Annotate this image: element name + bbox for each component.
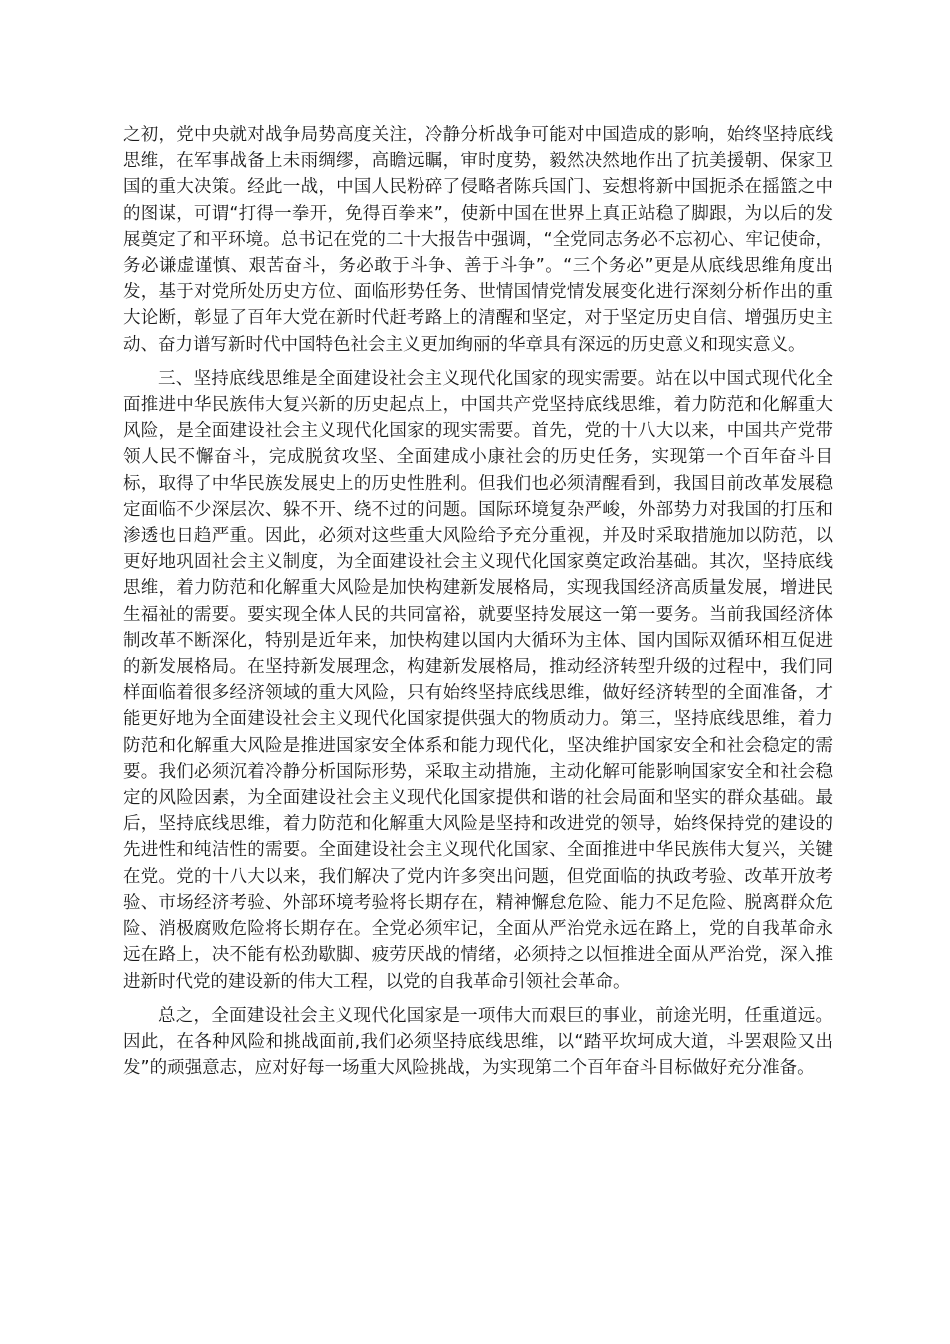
document-body — [123, 122, 833, 1089]
paragraph-section-three: 三、坚持底线思维是全面建设社会主义现代化国家的现实需要。站在以中国式现代化全面推进中华民族伟大复兴新的历史起点上，中国共产党坚持底线思维，着力防范和化解重大风险，是全面建设社会主义现代化国家的现实需要。首先，党的十八大以来，中国共产党带领人民不懈奋斗，完成脱贫攻坚、全面建成小康社会的历史任务，实现第一个百年奋斗目标，取得了中华民族发展史上的历史性胜利。但我们也必须清醒看到，我国目前改革发展稳定面临不少深层次、躲不开、绕不过的问题。国际环境复杂严峻，外部势力对我国的打压和渗透也日趋严重。因此，必须对这些重大风险给予充分重视，并及时采取措施加以防范，以更好地巩固社会主义制度，为全面建设社会主义现代化国家奠定政治基础。其次，坚持底线思维，着力防范和化解重大风险是加快构建新发展格局，实现我国经济高质量发展，增进民生福祉的需要。要实现全体人民的共同富裕，就要坚持发展这一第一要务。当前我国经济体制改革不断深化，特别是近年来，加快构建以国内大循环为主体、国内国际双循环相互促进的新发展格局。在坚持新发展理念，构建新发展格局，推动经济转型升级的过程中，我们同样面临着很多经济领域的重大风险，只有始终坚持底线思维，做好经济转型的全面准备，才能更好地为全面建设社会主义现代化国家提供强大的物质动力。第三，坚持底线思维，着力防范和化解重大风险是推进国家安全体系和能力现代化，坚决维护国家安全和社会稳定的需要。我们必须沉着冷静分析国际形势，采取主动措施，主动化解可能影响国家安全和社会稳定的风险因素，为全面建设社会主义现代化国家提供和谐的社会局面和坚实的群众基础。最后，坚持底线思维，着力防范和化解重大风险是坚持和改进党的领导，始终保持党的建设的先进性和纯洁性的需要。全面建设社会主义现代化国家、全面推进中华民族伟大复兴，关键在党。党的十八大以来，我们解决了党内许多突出问题，但党面临的执政考验、改革开放考验、市场经济考验、外部环境考验将长期存在，精神懈怠危险、能力不足危险、脱离群众危险、消极腐败危险将长期存在。全党必须牢记，全面从严治党永远在路上，党的自我革命永远在路上，决不能有松劲歇脚、疲劳厌战的情绪，必须持之以恒推进全面从严治党，深入推进新时代党的建设新的伟大工程，以党的自我革命引领社会革命。 — [123, 368, 833, 992]
paragraph-continuation: 之初，党中央就对战争局势高度关注，冷静分析战争可能对中国造成的影响，始终坚持底线思维，在军事战备上未雨绸缪，高瞻远瞩，审时度势，毅然决然地作出了抗美援朝、保家卫国的重大决策。经此一战，中国人民粉碎了侵略者陈兵国门、妄想将新中国扼杀在摇篮之中的图谋，可谓“打得一拳开，免得百拳来”，使新中国在世界上真正站稳了脚跟，为以后的发展奠定了和平环境。总书记在党的二十大报告中强调，“全党同志务必不忘初心、牢记使命，务必谦虚谨慎、艰苦奋斗，务必敢于斗争、善于斗争”。“三个务必”更是从底线思维角度出发，基于对党所处历史方位、面临形势任务、世情国情党情发展变化进行深刻分析作出的重大论断，彰显了百年大党在新时代赶考路上的清醒和坚定，对于坚定历史自信、增强历史主动、奋力谱写新时代中国特色社会主义更加绚丽的华章具有深远的历史意义和现实意义。 — [123, 125, 833, 355]
paragraph-conclusion: 总之，全面建设社会主义现代化国家是一项伟大而艰巨的事业，前途光明，任重道远。因此，在各种风险和挑战面前,我们必须坚持底线思维，以“踏平坎坷成大道，斗罢艰险又出发”的顽强意志，应对好每一场重大风险挑战，为实现第二个百年奋斗目标做好充分准备。 — [123, 1005, 833, 1079]
